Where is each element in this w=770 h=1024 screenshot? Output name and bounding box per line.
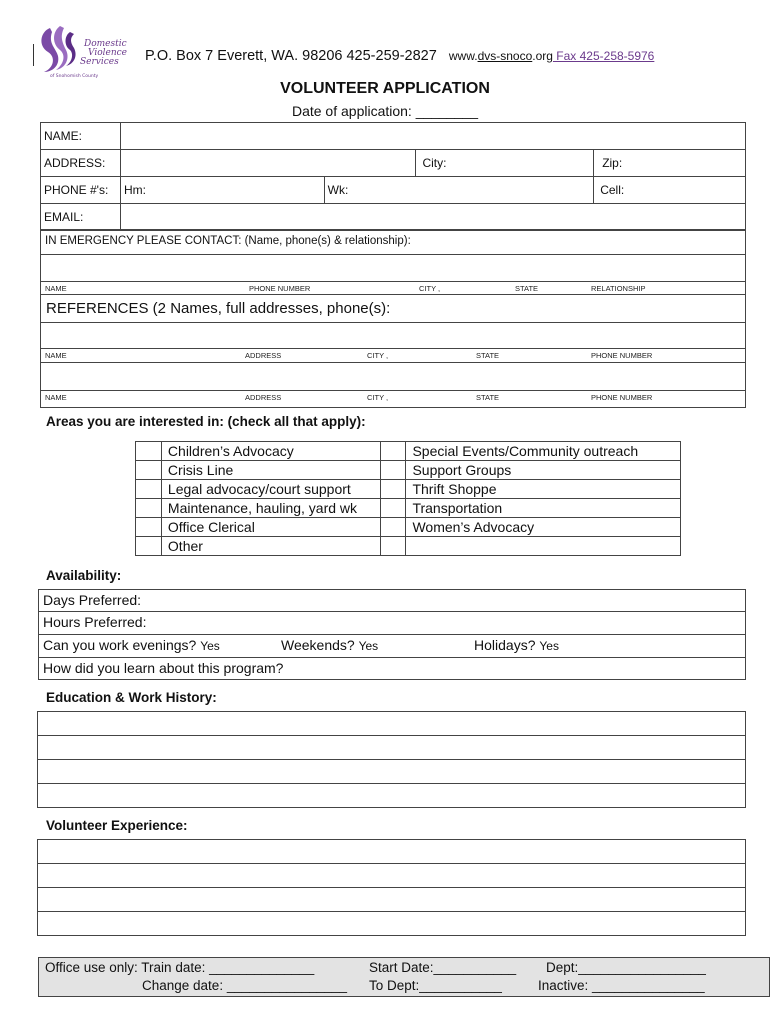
logo-text-4: of Snohomish County bbox=[50, 74, 99, 79]
interest-special-events: Special Events/Community outreach bbox=[406, 442, 681, 461]
logo-text-2: Violence bbox=[88, 48, 128, 58]
date-of-application: Date of application: ________ bbox=[291, 103, 479, 119]
emergency-col-phone: PHONE NUMBER bbox=[249, 284, 311, 293]
emergency-contact-field[interactable] bbox=[41, 255, 745, 281]
checkbox-legal-advocacy[interactable] bbox=[136, 480, 162, 499]
address-field[interactable] bbox=[120, 150, 416, 177]
interest-womens-advocacy: Women’s Advocacy bbox=[406, 518, 681, 537]
checkbox-thrift-shoppe[interactable] bbox=[380, 480, 406, 499]
ref1-col-state: STATE bbox=[476, 351, 500, 360]
checkbox-support-groups[interactable] bbox=[380, 461, 406, 480]
ref1-col-phone: PHONE NUMBER bbox=[591, 351, 653, 360]
interest-other: Other bbox=[161, 537, 380, 556]
holidays-answer[interactable]: Yes bbox=[539, 639, 559, 653]
checkbox-special-events[interactable] bbox=[380, 442, 406, 461]
checkbox-maintenance[interactable] bbox=[136, 499, 162, 518]
interests-table bbox=[135, 441, 681, 556]
hours-preferred-label: Hours Preferred: bbox=[43, 614, 147, 630]
fax-number: Fax 425-258-5976 bbox=[552, 49, 655, 63]
education-heading: Education & Work History: bbox=[46, 690, 217, 705]
website-link[interactable]: www.dvs-snoco.org bbox=[448, 49, 553, 63]
organization-logo bbox=[30, 22, 130, 80]
checkbox-crisis-line[interactable] bbox=[136, 461, 162, 480]
divider bbox=[38, 634, 746, 635]
ref1-col-address: ADDRESS bbox=[245, 351, 282, 360]
train-date-label: Office use only: Train date: ______________ bbox=[45, 960, 315, 975]
checkbox-transportation[interactable] bbox=[380, 499, 406, 518]
zip-field[interactable] bbox=[594, 150, 746, 177]
ref2-col-city: CITY , bbox=[367, 393, 389, 402]
office-use-box bbox=[38, 957, 770, 997]
evenings-answer[interactable]: Yes bbox=[200, 639, 220, 653]
holidays-question: Holidays? Yes bbox=[474, 637, 559, 653]
home-phone-label: Hm: bbox=[123, 183, 146, 197]
volunteer-heading: Volunteer Experience: bbox=[46, 818, 188, 833]
phones-label: PHONE #'s: bbox=[41, 177, 121, 204]
city-label: City: bbox=[422, 156, 447, 170]
education-line-4[interactable] bbox=[38, 784, 745, 807]
emergency-col-state: STATE bbox=[515, 284, 539, 293]
home-phone-field[interactable] bbox=[120, 177, 324, 204]
dept-label: Dept:_________________ bbox=[546, 960, 706, 975]
reference-1-field[interactable] bbox=[41, 323, 745, 348]
interest-crisis-line: Crisis Line bbox=[161, 461, 380, 480]
zip-label: Zip: bbox=[602, 156, 623, 170]
checkbox-childrens-advocacy[interactable] bbox=[136, 442, 162, 461]
interest-childrens-advocacy: Children’s Advocacy bbox=[161, 442, 380, 461]
cell-phone-field[interactable] bbox=[594, 177, 746, 204]
ref1-col-name: NAME bbox=[45, 351, 67, 360]
volunteer-line-3[interactable] bbox=[38, 888, 745, 911]
change-date-label: Change date: ________________ bbox=[142, 978, 347, 993]
name-label: NAME: bbox=[41, 123, 121, 150]
weekends-answer[interactable]: Yes bbox=[358, 639, 379, 653]
header-contact-line bbox=[145, 48, 654, 64]
logo-text-3: Services bbox=[80, 57, 119, 67]
logo-text-1: Domestic bbox=[84, 39, 127, 49]
header-address: P.O. Box 7 Everett, WA. 98206 425-259-2827 bbox=[145, 48, 437, 64]
days-preferred-field[interactable] bbox=[39, 590, 745, 611]
availability-heading: Availability: bbox=[46, 568, 122, 583]
checkbox-blank[interactable] bbox=[380, 537, 406, 556]
interest-transportation: Transportation bbox=[406, 499, 681, 518]
cell-phone-label: Cell: bbox=[600, 183, 625, 197]
emergency-contact-label: IN EMERGENCY PLEASE CONTACT: (Name, phone(s) & relationship): bbox=[45, 235, 411, 247]
ref2-col-state: STATE bbox=[476, 393, 500, 402]
interest-thrift-shoppe: Thrift Shoppe bbox=[406, 480, 681, 499]
divider bbox=[40, 348, 746, 349]
volunteer-line-1[interactable] bbox=[38, 840, 745, 863]
work-phone-label: Wk: bbox=[327, 183, 349, 197]
start-date-label: Start Date:___________ bbox=[369, 960, 517, 975]
volunteer-line-2[interactable] bbox=[38, 864, 745, 887]
references-label: REFERENCES (2 Names, full addresses, phone(s): bbox=[46, 300, 391, 317]
education-line-3[interactable] bbox=[38, 760, 745, 783]
interest-legal-advocacy: Legal advocacy/court support bbox=[161, 480, 380, 499]
ref2-col-phone: PHONE NUMBER bbox=[591, 393, 653, 402]
contact-table bbox=[40, 122, 746, 231]
page-title: VOLUNTEER APPLICATION bbox=[280, 80, 490, 97]
ref1-col-city: CITY , bbox=[367, 351, 389, 360]
checkbox-office-clerical[interactable] bbox=[136, 518, 162, 537]
volunteer-line-4[interactable] bbox=[38, 912, 745, 935]
divider bbox=[40, 294, 746, 295]
ref2-col-address: ADDRESS bbox=[245, 393, 282, 402]
weekends-question: Weekends? Yes bbox=[281, 637, 379, 653]
education-line-2[interactable] bbox=[38, 736, 745, 759]
interest-maintenance: Maintenance, hauling, yard wk bbox=[161, 499, 380, 518]
interest-blank bbox=[406, 537, 681, 556]
evenings-question: Can you work evenings? Yes bbox=[43, 637, 220, 653]
email-label: EMAIL: bbox=[41, 204, 121, 231]
emergency-col-relationship: RELATIONSHIP bbox=[591, 284, 646, 293]
reference-2-field[interactable] bbox=[41, 363, 745, 390]
checkbox-other[interactable] bbox=[136, 537, 162, 556]
inactive-label: Inactive: _______________ bbox=[538, 978, 705, 993]
checkbox-womens-advocacy[interactable] bbox=[380, 518, 406, 537]
education-line-1[interactable] bbox=[38, 712, 745, 735]
divider bbox=[40, 390, 746, 391]
address-label: ADDRESS: bbox=[41, 150, 121, 177]
work-phone-field[interactable] bbox=[324, 177, 594, 204]
interests-heading: Areas you are interested in: (check all that apply): bbox=[46, 414, 366, 429]
interest-support-groups: Support Groups bbox=[406, 461, 681, 480]
divider bbox=[40, 281, 746, 282]
city-field[interactable] bbox=[416, 150, 594, 177]
learn-about-label: How did you learn about this program? bbox=[43, 660, 284, 676]
emergency-col-name: NAME bbox=[45, 284, 67, 293]
emergency-col-city: CITY , bbox=[419, 284, 441, 293]
email-field[interactable] bbox=[120, 204, 745, 231]
name-field[interactable] bbox=[120, 123, 745, 150]
interest-office-clerical: Office Clerical bbox=[161, 518, 380, 537]
ref2-col-name: NAME bbox=[45, 393, 67, 402]
days-preferred-label: Days Preferred: bbox=[43, 592, 142, 608]
to-dept-label: To Dept:___________ bbox=[369, 978, 502, 993]
